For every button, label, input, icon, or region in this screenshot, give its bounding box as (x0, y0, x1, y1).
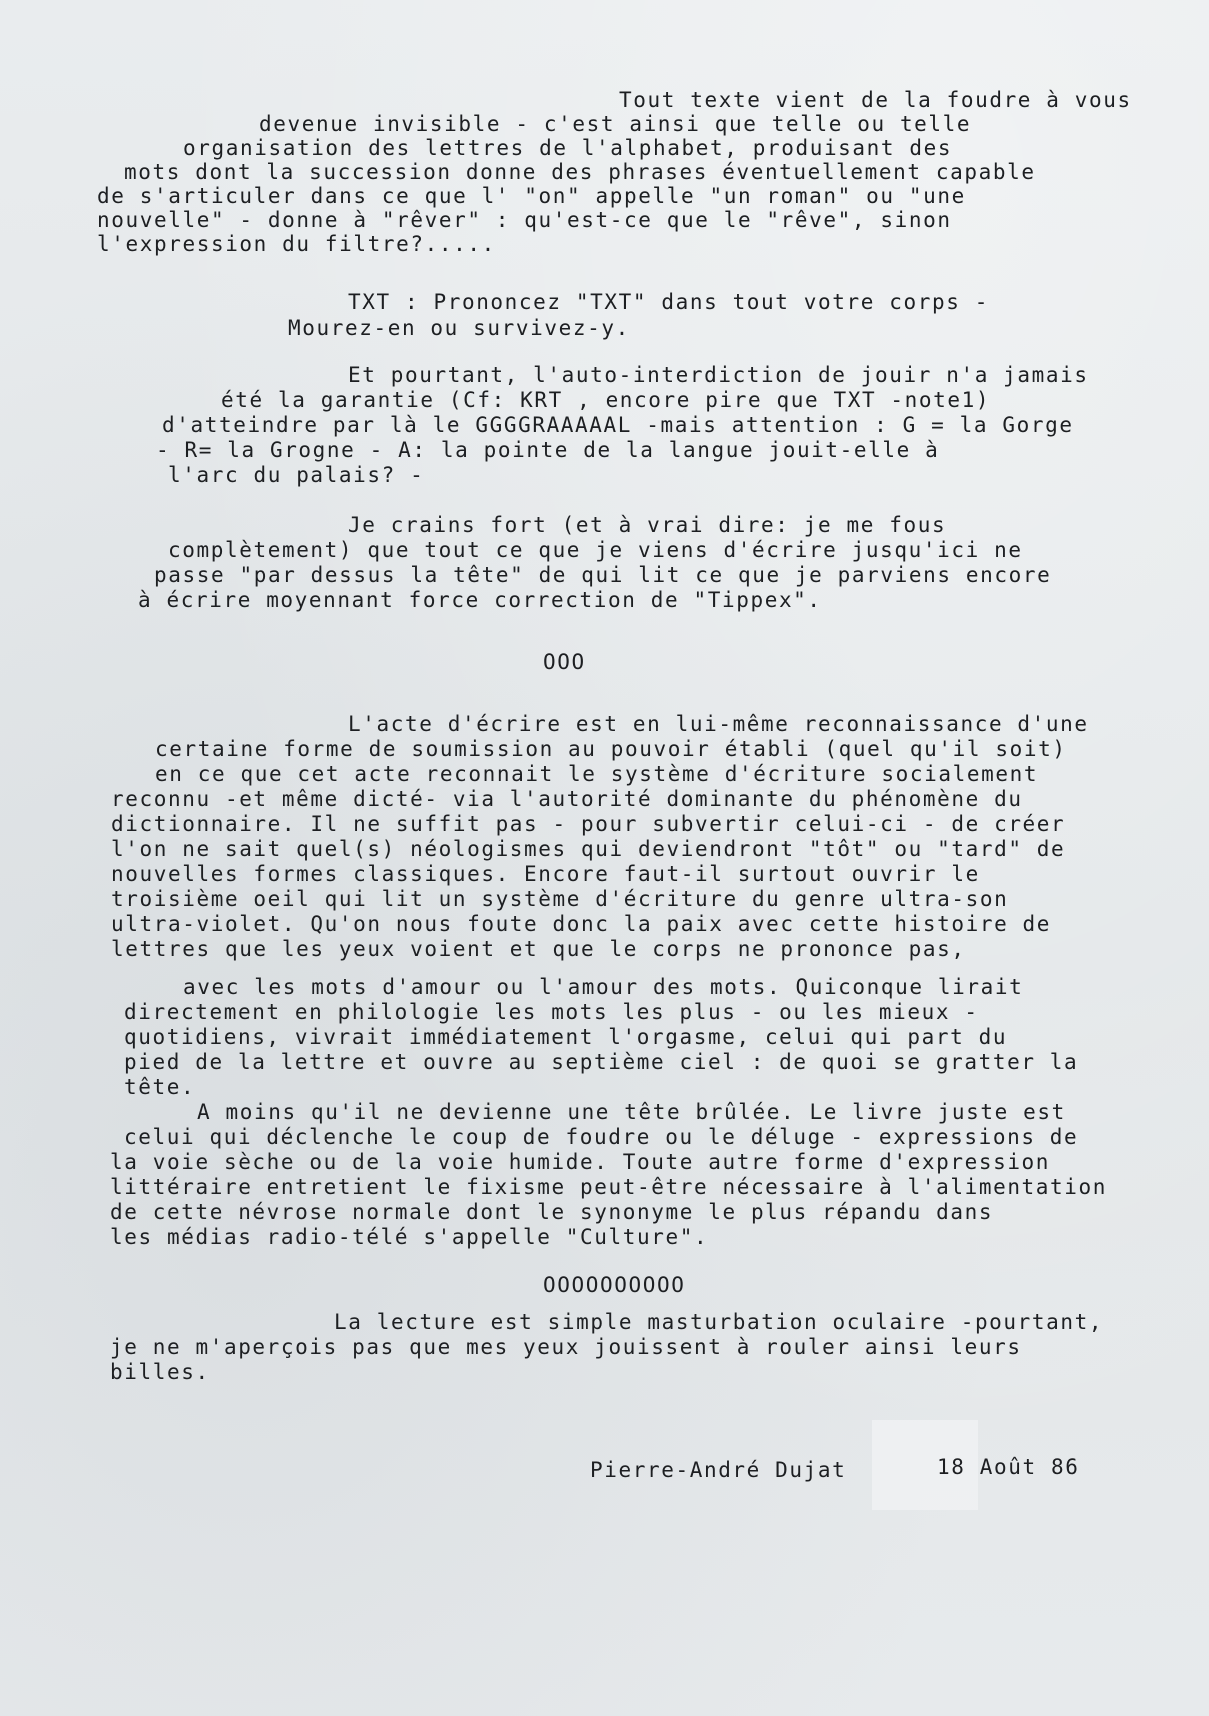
paragraph-3-line-3: d'atteindre par là le GGGGRAAAAAL -mais attention : G = la Gorge (162, 413, 1074, 437)
signature-author: Pierre-André Dujat (590, 1458, 847, 1482)
paragraph-5-line-9: ultra-violet. Qu'on nous foute donc la paix avec cette histoire de (111, 912, 1052, 936)
signature-date: 18 Août 86 (937, 1455, 1080, 1479)
paragraph-7-line-5: de cette névrose normale dont le synonyme le plus répandu dans (110, 1200, 994, 1224)
paragraph-3-line-5: l'arc du palais? - (168, 463, 425, 487)
separator-ooo: OOO (543, 650, 586, 674)
separator-ooooooooo: OOOOOOOOOO (543, 1273, 686, 1297)
paragraph-5-line-1: L'acte d'écrire est en lui-même reconnaissance d'une (348, 712, 1089, 736)
paragraph-4-line-2: complètement) que tout ce que je viens d'écrire jusqu'ici ne (168, 538, 1023, 562)
paragraph-1-line-3: organisation des lettres de l'alphabet, produisant des (183, 136, 953, 160)
paragraph-3-line-1: Et pourtant, l'auto-interdiction de jouir n'a jamais (348, 363, 1089, 387)
paragraph-5-line-4: reconnu -et même dicté- via l'autorité dominante du phénomène du (111, 787, 1023, 811)
paragraph-2-line-1: TXT : Prononcez "TXT" dans tout votre corps - (348, 290, 989, 314)
paragraph-8-line-3: billes. (110, 1360, 210, 1384)
paragraph-8-line-1: La lecture est simple masturbation oculaire -pourtant, (334, 1310, 1104, 1334)
paragraph-1-line-5: de s'articuler dans ce que l' "on" appelle "un roman" ou "une (97, 184, 966, 208)
paragraph-6-line-3: quotidiens, vivrait immédiatement l'orgasme, celui qui part du (124, 1025, 1008, 1049)
paragraph-1-line-6: nouvelle" - donne à "rêver" : qu'est-ce que le "rêve", sinon (97, 208, 952, 232)
paragraph-3-line-4: - R= la Grogne - A: la pointe de la langue jouit-elle à (156, 438, 940, 462)
paragraph-5-line-5: dictionnaire. Il ne suffit pas - pour subvertir celui-ci - de créer (111, 812, 1066, 836)
paragraph-5-line-10: lettres que les yeux voient et que le corps ne prononce pas, (111, 937, 966, 961)
paragraph-6-line-5: tête. (124, 1075, 196, 1099)
paragraph-1-line-1: Tout texte vient de la foudre à vous (619, 88, 1132, 112)
paragraph-6-line-2: directement en philologie les mots les plus - ou les mieux - (124, 1000, 979, 1024)
paragraph-1-line-2: devenue invisible - c'est ainsi que telle ou telle (259, 112, 972, 136)
paragraph-6-line-4: pied de la lettre et ouvre au septième ciel : de quoi se gratter la (124, 1050, 1079, 1074)
paragraph-5-line-3: en ce que cet acte reconnait le système d'écriture socialement (155, 762, 1039, 786)
paragraph-7-line-4: littéraire entretient le fixisme peut-être nécessaire à l'alimentation (110, 1175, 1108, 1199)
paragraph-5-line-6: l'on ne sait quel(s) néologismes qui deviendront "tôt" ou "tard" de (111, 837, 1066, 861)
paragraph-1-line-4: mots dont la succession donne des phrases éventuellement capable (124, 160, 1036, 184)
paragraph-5-line-8: troisième oeil qui lit un système d'écriture du genre ultra-son (111, 887, 1009, 911)
paragraph-6-line-1: avec les mots d'amour ou l'amour des mots. Quiconque lirait (183, 975, 1024, 999)
paragraph-5-line-7: nouvelles formes classiques. Encore faut-il surtout ouvrir le (111, 862, 980, 886)
paragraph-7-line-2: celui qui déclenche le coup de foudre ou le déluge - expressions de (124, 1125, 1079, 1149)
paragraph-4-line-3: passe "par dessus la tête" de qui lit ce que je parviens encore (154, 563, 1052, 587)
paragraph-8-line-2: je ne m'aperçois pas que mes yeux jouissent à rouler ainsi leurs (110, 1335, 1022, 1359)
paragraph-4-line-1: Je crains fort (et à vrai dire: je me fous (348, 513, 947, 537)
paragraph-7-line-3: la voie sèche ou de la voie humide. Toute autre forme d'expression (110, 1150, 1051, 1174)
paragraph-7-line-1: A moins qu'il ne devienne une tête brûlée. Le livre juste est (197, 1100, 1066, 1124)
paragraph-4-line-4: à écrire moyennant force correction de "Tippex". (138, 588, 822, 612)
paragraph-1-line-7: l'expression du filtre?..... (97, 232, 496, 256)
paragraph-3-line-2: été la garantie (Cf: KRT , encore pire que TXT -note1) (221, 388, 991, 412)
paragraph-5-line-2: certaine forme de soumission au pouvoir établi (quel qu'il soit) (155, 737, 1067, 761)
paragraph-2-line-2: Mourez-en ou survivez-y. (288, 316, 630, 340)
paragraph-7-line-6: les médias radio-télé s'appelle "Culture". (110, 1225, 709, 1249)
